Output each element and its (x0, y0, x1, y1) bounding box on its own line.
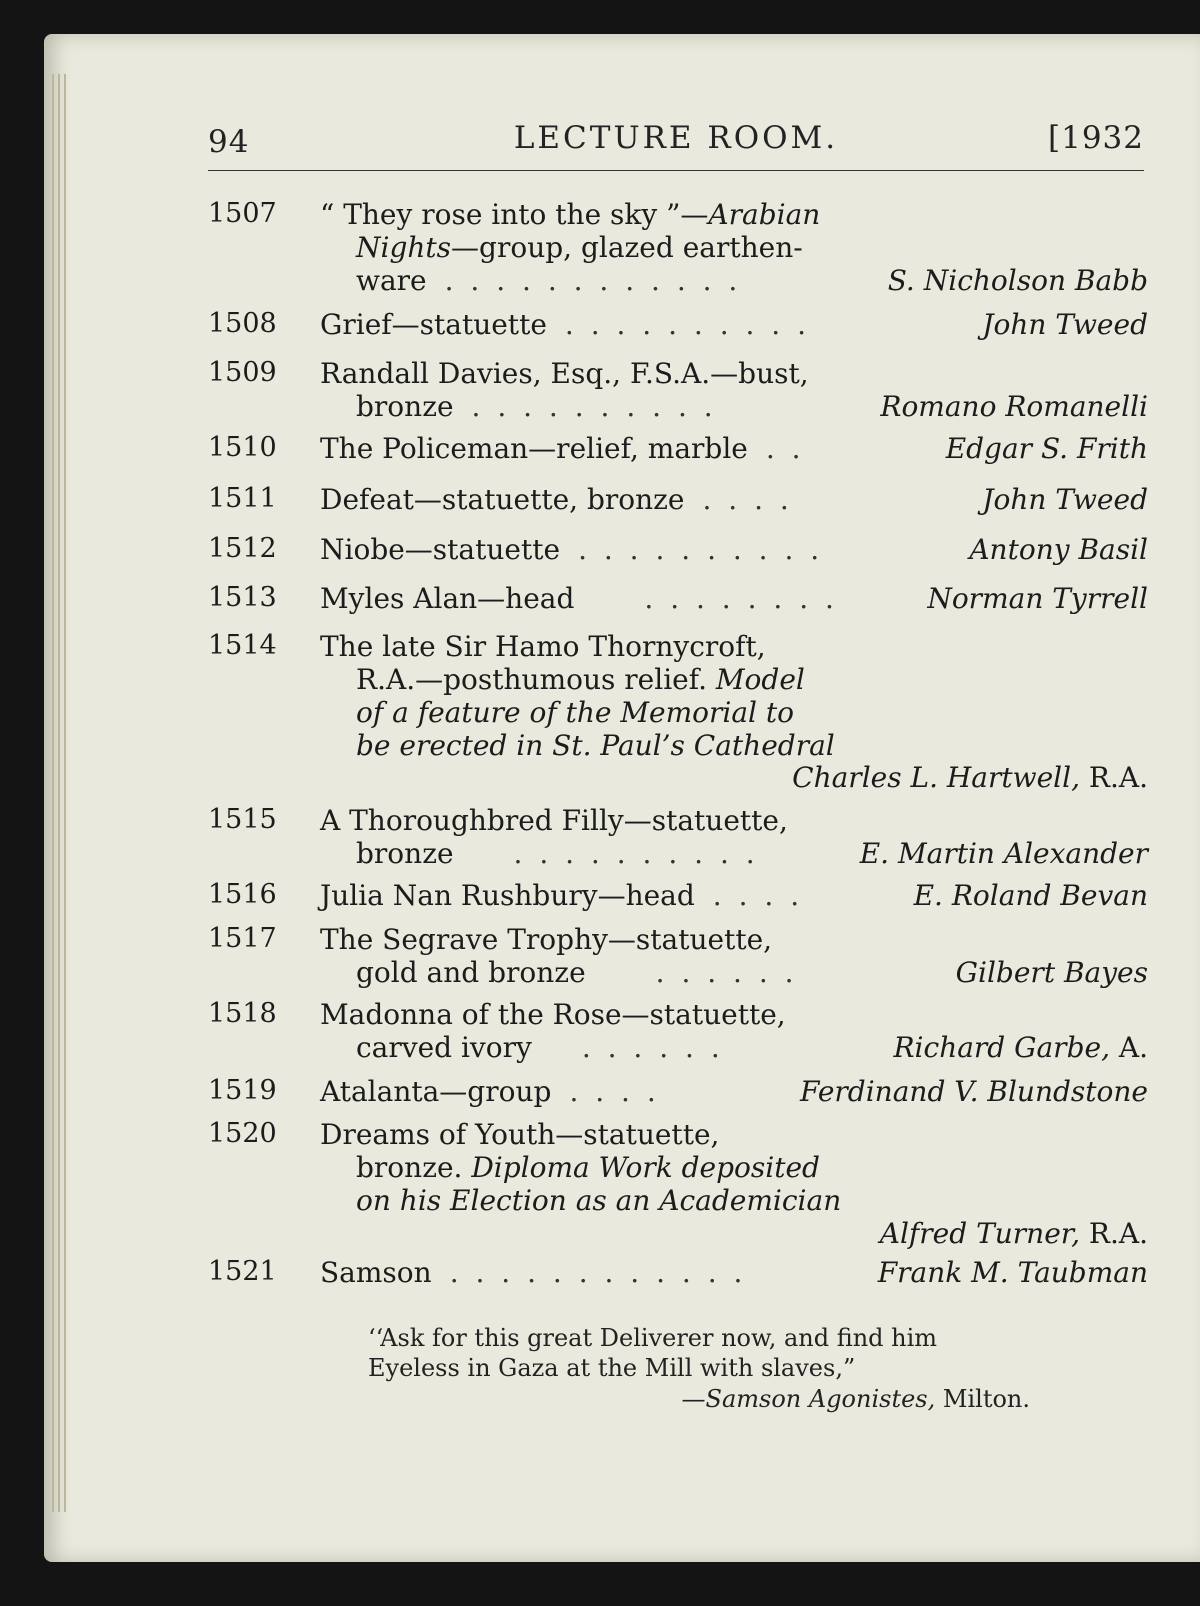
entry-title: Randall Davies, Esq., F.S.A.—bust, (320, 357, 809, 390)
artist-name: Richard Garbe, A. (893, 1031, 1148, 1064)
entry-number: 1521 (208, 1256, 277, 1287)
entry-title: Niobe—statuette . . . . . . . . . . (320, 533, 824, 566)
year: [1932 (1048, 120, 1144, 156)
entry-medium: gold and bronze . . . . . . (356, 956, 798, 989)
artist-name: Norman Tyrrell (927, 582, 1148, 615)
entry-title: The Policeman—relief, marble . . (320, 432, 805, 465)
artist-name: S. Nicholson Babb (887, 264, 1148, 297)
entry-note: on his Election as an Academician (356, 1184, 842, 1217)
catalogue-entry (208, 533, 1148, 569)
entry-title: Madonna of the Rose—statuette, (320, 998, 786, 1031)
entry-number: 1507 (208, 198, 277, 229)
entry-title: “ They rose into the sky ”—Arabian (320, 198, 821, 231)
entry-number: 1514 (208, 630, 277, 661)
entry-title: Julia Nan Rushbury—head . . . . (320, 879, 804, 912)
entry-number: 1519 (208, 1075, 277, 1106)
entry-number: 1520 (208, 1118, 277, 1149)
page-edge (58, 74, 60, 1512)
entry-title-cont: Nights—group, glazed earthen- (356, 231, 803, 264)
entry-note: be erected in St. Paul’s Cathedral (356, 729, 835, 762)
artist-name: E. Martin Alexander (859, 837, 1148, 870)
entry-number: 1512 (208, 533, 277, 564)
entry-title: The late Sir Hamo Thornycroft, (320, 630, 766, 663)
catalogue-entry (208, 357, 1148, 427)
entry-medium: bronze . . . . . . . . . . (356, 837, 759, 870)
entry-number: 1511 (208, 483, 277, 514)
artist-name: John Tweed (982, 308, 1148, 341)
entry-medium: bronze . . . . . . . . . . (356, 390, 717, 423)
artist-name: John Tweed (982, 483, 1148, 516)
entry-number: 1508 (208, 308, 277, 339)
entry-number: 1515 (208, 804, 277, 835)
page-number: 94 (208, 124, 250, 160)
artist-name: Alfred Turner, R.A. (879, 1217, 1148, 1250)
entry-number: 1518 (208, 998, 277, 1029)
catalogue-entry (208, 582, 1148, 618)
entry-title: Dreams of Youth—statuette, (320, 1118, 720, 1151)
quote-attribution: —Samson Agonistes, Milton. (681, 1385, 1030, 1413)
entry-note: of a feature of the Memorial to (356, 696, 795, 729)
entry-number: 1516 (208, 879, 277, 910)
quote-line: ‘‘Ask for this great Deliverer now, and find him (368, 1324, 938, 1352)
entry-title: Defeat—statuette, bronze . . . . (320, 483, 793, 516)
catalogue-entry (208, 804, 1148, 874)
artist-name: E. Roland Bevan (913, 879, 1148, 912)
entry-title: Grief—statuette . . . . . . . . . . (320, 308, 810, 341)
catalogue-entry (208, 1256, 1148, 1292)
entry-medium: carved ivory . . . . . . (356, 1031, 724, 1064)
page-edge (64, 74, 66, 1512)
artist-name: Antony Basil (969, 533, 1148, 566)
entry-medium: ware . . . . . . . . . . . . (356, 264, 742, 297)
catalogue-entry (208, 198, 1148, 298)
page-edge (52, 74, 54, 1512)
entry-number: 1517 (208, 923, 277, 954)
entry-title-cont: R.A.—posthumous relief. Model (356, 663, 805, 696)
entry-number: 1513 (208, 582, 277, 613)
entry-medium: bronze. Diploma Work deposited (356, 1151, 820, 1184)
entry-title: The Segrave Trophy—statuette, (320, 923, 773, 956)
artist-name: Ferdinand V. Blundstone (799, 1075, 1148, 1108)
artist-name: Charles L. Hartwell, R.A. (792, 761, 1148, 794)
artist-name: Frank M. Taubman (877, 1256, 1148, 1289)
entry-title: Atalanta—group . . . . (320, 1075, 660, 1108)
entry-title: A Thoroughbred Filly—statuette, (320, 804, 788, 837)
catalogue-entry (208, 308, 1148, 344)
catalogue-entry (208, 1075, 1148, 1111)
catalogue-entry (208, 879, 1148, 915)
catalogue-entry (208, 923, 1148, 993)
artist-name: Edgar S. Frith (945, 432, 1148, 465)
catalogue-entry (208, 998, 1148, 1068)
quote-line: Eyeless in Gaza at the Mill with slaves,” (368, 1354, 856, 1382)
artist-name: Romano Romanelli (880, 390, 1148, 423)
catalogue-entry (208, 630, 1148, 800)
entry-number: 1509 (208, 357, 277, 388)
entry-title: Samson . . . . . . . . . . . . (320, 1256, 747, 1289)
catalogue-entry (208, 432, 1148, 468)
artist-name: Gilbert Bayes (955, 956, 1148, 989)
page-title: LECTURE ROOM. (513, 120, 839, 156)
running-header (208, 120, 1144, 171)
catalogue-entry (208, 483, 1148, 519)
entry-title: Myles Alan—head . . . . . . . . (320, 582, 838, 615)
entry-number: 1510 (208, 432, 277, 463)
catalogue-entry (208, 1118, 1148, 1258)
